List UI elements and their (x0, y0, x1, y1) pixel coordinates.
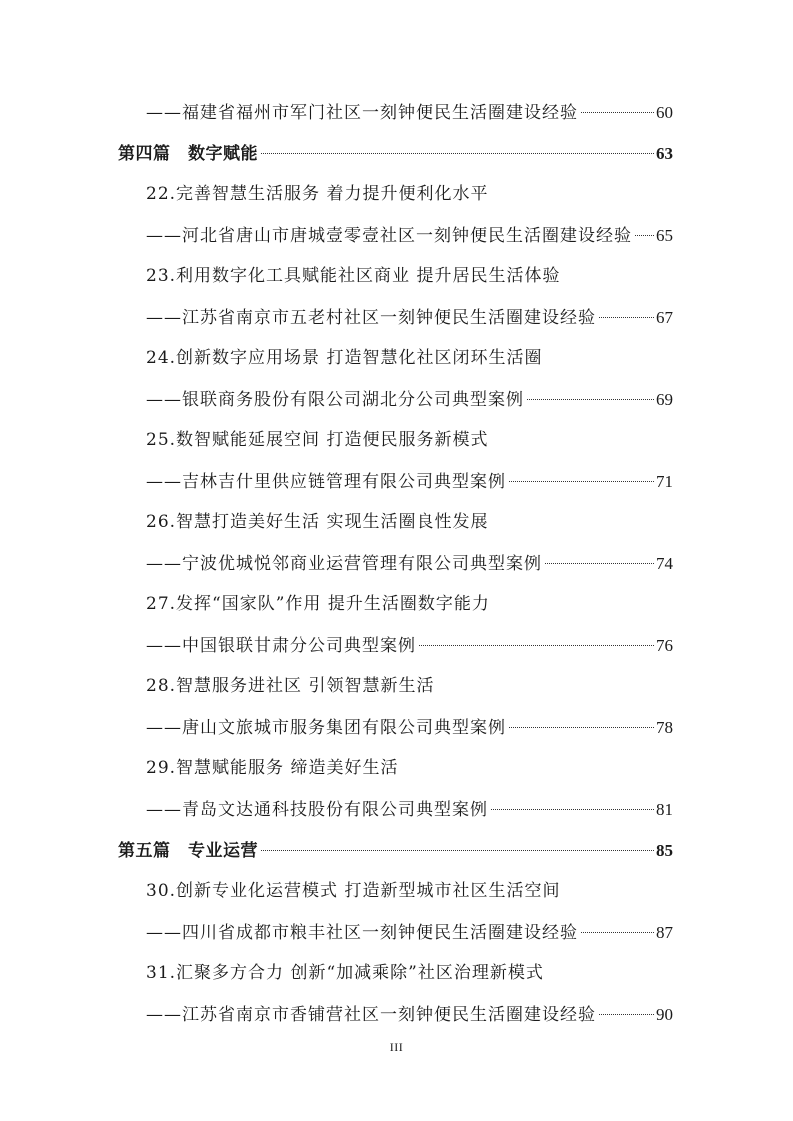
toc-entry-page: 87 (656, 923, 673, 942)
toc-entry[interactable] (118, 297, 673, 338)
dot-leader (581, 932, 654, 933)
table-of-contents (118, 92, 673, 1035)
toc-item-title[interactable] (118, 953, 673, 994)
toc-entry[interactable] (118, 707, 673, 748)
toc-entry-page: 78 (656, 718, 673, 737)
toc-entry-page: 67 (656, 308, 673, 327)
toc-entry-label: ——唐山文旅城市服务集团有限公司典型案例 (146, 718, 506, 738)
page-number: III (389, 1040, 404, 1054)
toc-item-label: 25.数智赋能延展空间 打造便民服务新模式 (146, 430, 489, 450)
toc-entry-page: 60 (656, 103, 673, 122)
toc-item-title[interactable] (118, 338, 673, 379)
dot-leader (581, 112, 654, 113)
dot-leader (419, 645, 654, 646)
toc-entry-label: ——宁波优城悦邻商业运营管理有限公司典型案例 (146, 554, 542, 574)
toc-entry-label: ——吉林吉什里供应链管理有限公司典型案例 (146, 472, 506, 492)
toc-entry[interactable] (118, 912, 673, 953)
toc-entry[interactable] (118, 789, 673, 830)
toc-item-label: 30.创新专业化运营模式 打造新型城市社区生活空间 (146, 881, 561, 901)
toc-entry-page: 76 (656, 636, 673, 655)
toc-entry-page: 65 (656, 226, 673, 245)
toc-entry[interactable] (118, 543, 673, 584)
dot-leader (635, 235, 654, 236)
toc-item-label: 24.创新数字应用场景 打造智慧化社区闭环生活圈 (146, 348, 543, 368)
toc-entry[interactable] (118, 215, 673, 256)
toc-item-title[interactable] (118, 256, 673, 297)
dot-leader (261, 153, 654, 154)
dot-leader (509, 481, 654, 482)
toc-section-heading[interactable] (118, 830, 673, 871)
dot-leader (509, 727, 654, 728)
dot-leader (527, 399, 654, 400)
toc-entry-page: 71 (656, 472, 673, 491)
toc-item-title[interactable] (118, 748, 673, 789)
toc-section-label: 第四篇 数字赋能 (118, 144, 258, 164)
toc-item-label: 29.智慧赋能服务 缔造美好生活 (146, 758, 399, 778)
toc-section-label: 第五篇 专业运营 (118, 841, 258, 861)
toc-entry-page: 90 (656, 1005, 673, 1024)
toc-entry-label: ——银联商务股份有限公司湖北分公司典型案例 (146, 390, 524, 410)
toc-item-label: 26.智慧打造美好生活 实现生活圈良性发展 (146, 512, 489, 532)
toc-item-label: 31.汇聚多方合力 创新“加减乘除”社区治理新模式 (146, 963, 544, 983)
toc-entry-label: ——江苏省南京市香铺营社区一刻钟便民生活圈建设经验 (146, 1005, 596, 1025)
toc-entry-page: 81 (656, 800, 673, 819)
toc-entry-page: 69 (656, 390, 673, 409)
toc-item-title[interactable] (118, 871, 673, 912)
toc-item-label: 23.利用数字化工具赋能社区商业 提升居民生活体验 (146, 266, 561, 286)
toc-entry-label: ——中国银联甘肃分公司典型案例 (146, 636, 416, 656)
toc-entry[interactable] (118, 625, 673, 666)
toc-item-title[interactable] (118, 584, 673, 625)
dot-leader (599, 317, 654, 318)
toc-entry-label: ——河北省唐山市唐城壹零壹社区一刻钟便民生活圈建设经验 (146, 226, 632, 246)
toc-entry-page: 63 (656, 144, 673, 163)
toc-section-heading[interactable] (118, 133, 673, 174)
toc-item-label: 27.发挥“国家队”作用 提升生活圈数字能力 (146, 594, 490, 614)
toc-item-label: 28.智慧服务进社区 引领智慧新生活 (146, 676, 435, 696)
toc-item-title[interactable] (118, 666, 673, 707)
toc-item-title[interactable] (118, 420, 673, 461)
toc-entry-label: ——福建省福州市军门社区一刻钟便民生活圈建设经验 (146, 103, 578, 123)
toc-entry-label: ——江苏省南京市五老村社区一刻钟便民生活圈建设经验 (146, 308, 596, 328)
toc-item-title[interactable] (118, 174, 673, 215)
dot-leader (545, 563, 654, 564)
dot-leader (261, 850, 654, 851)
toc-entry-page: 85 (656, 841, 673, 860)
toc-entry[interactable] (118, 994, 673, 1035)
toc-entry[interactable] (118, 92, 673, 133)
toc-entry[interactable] (118, 379, 673, 420)
toc-entry-page: 74 (656, 554, 673, 573)
dot-leader (599, 1014, 654, 1015)
toc-item-title[interactable] (118, 502, 673, 543)
toc-entry[interactable] (118, 461, 673, 502)
dot-leader (491, 809, 654, 810)
toc-item-label: 22.完善智慧生活服务 着力提升便利化水平 (146, 184, 489, 204)
toc-entry-label: ——四川省成都市粮丰社区一刻钟便民生活圈建设经验 (146, 923, 578, 943)
toc-entry-label: ——青岛文达通科技股份有限公司典型案例 (146, 800, 488, 820)
